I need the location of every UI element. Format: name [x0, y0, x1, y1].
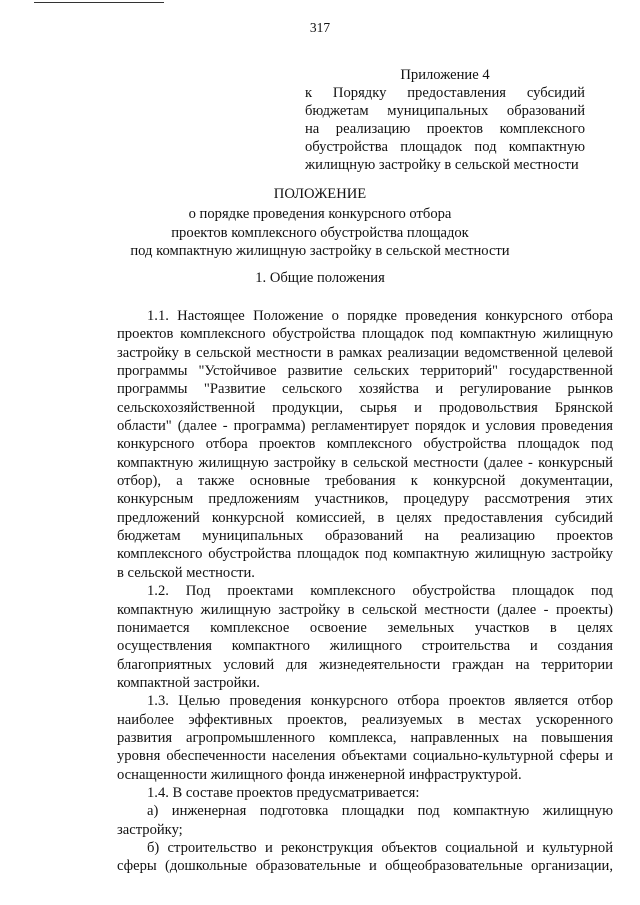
appendix-line: обустройства площадок под компактную — [305, 139, 585, 155]
paragraph-line: 1.4. В составе проектов предусматривается: — [147, 784, 420, 801]
paragraph-line: в сельской местности. — [117, 564, 255, 581]
paragraph-line: сельскохозяйственной продукции, сырья и продовольствия Брянской — [117, 399, 613, 416]
paragraph-line: области" (далее - программа) регламентирует порядок и условия проведения — [117, 418, 613, 435]
paragraph-line: благоприятных условий для жизнедеятельности граждан на территории — [117, 656, 613, 673]
paragraph-line: понимается комплексное освоение земельных участков в целях — [117, 619, 613, 636]
subtitle-line: проектов комплексного обустройства площадок — [171, 224, 469, 241]
paragraph-line: застройку в сельской местности в рамках реализации ведомственной целевой — [117, 344, 613, 361]
paragraph-line: бюджетам муниципальных образований на реализацию проектов — [117, 528, 613, 545]
paragraph-line: оснащенности жилищного фонда инженерной инфраструктурой. — [117, 766, 522, 783]
document-body — [117, 307, 613, 876]
paragraph-line: 1.1. Настоящее Положение о порядке проведения конкурсного отбора — [147, 308, 613, 324]
subtitle-line: под компактную жилищную застройку в сельской местности — [130, 243, 510, 259]
document-subtitle — [0, 205, 640, 261]
appendix-line: бюджетам муниципальных образований — [305, 103, 585, 119]
paragraph-line: предложений конкурсной комиссией, в целях предоставления субсидий — [117, 509, 613, 526]
paragraph-line: сферы (дошкольные образовательные и общеобразовательные организации, — [117, 858, 613, 875]
paragraph-line: б) строительство и реконструкция объектов социальной и культурной — [147, 839, 613, 856]
header-rule — [34, 2, 164, 3]
appendix-line: жилищную застройку в сельской местности — [305, 157, 579, 173]
paragraph-line: программы "Развитие сельского хозяйства и регулирование рынков — [117, 381, 613, 398]
page-number: 317 — [309, 20, 331, 35]
paragraph-line: 1.3. Целью проведения конкурсного отбора проектов является отбор — [147, 693, 613, 710]
paragraph-line: а) инженерная подготовка площадки под компактную жилищную — [147, 803, 613, 820]
paragraph-line: развития агропромышленного комплекса, направленных на повышения — [117, 729, 613, 746]
appendix-line: к Порядку предоставления субсидий — [305, 85, 585, 101]
paragraph-line: компактную жилищную застройку в сельской местности (далее - конкурсный — [117, 454, 613, 471]
paragraph-line: проектов комплексного обустройства площадок под компактную жилищную — [117, 326, 613, 343]
appendix-title: Приложение 4 — [400, 67, 490, 83]
document-title: ПОЛОЖЕНИЕ — [273, 186, 367, 202]
paragraph-line: 1.2. Под проектами комплексного обустройства площадок под — [147, 583, 613, 600]
paragraph-line: отбор), а также основные требования к конкурсной документации, — [117, 473, 613, 490]
subtitle-line: о порядке проведения конкурсного отбора — [188, 206, 452, 222]
paragraph-line: осуществления компактного жилищного строительства и создания — [117, 638, 613, 655]
paragraph-line: компактную жилищную застройку в сельской местности (далее - проекты) — [117, 601, 613, 618]
appendix-block — [305, 66, 585, 174]
paragraph-line: конкурсного отбора проектов комплексного обустройства площадок под — [117, 436, 613, 453]
paragraph-line: компактной застройки. — [117, 674, 260, 691]
paragraph-line: застройку; — [117, 821, 183, 838]
section-heading: 1. Общие положения — [255, 270, 385, 286]
paragraph-line: уровня обеспеченности населения объектами социально-культурной сферы и — [117, 748, 613, 765]
paragraph-line: наиболее эффективных проектов, реализуемых в местах ускоренного — [117, 711, 613, 728]
paragraph-line: комплексного обустройства площадок под компактную жилищную застройку — [117, 546, 613, 563]
appendix-line: на реализацию проектов комплексного — [305, 121, 585, 137]
paragraph-line: конкурсным предложениям участников, процедуру рассмотрения этих — [117, 491, 613, 508]
paragraph-line: программы "Устойчивое развитие сельских территорий" государственной — [117, 363, 613, 380]
